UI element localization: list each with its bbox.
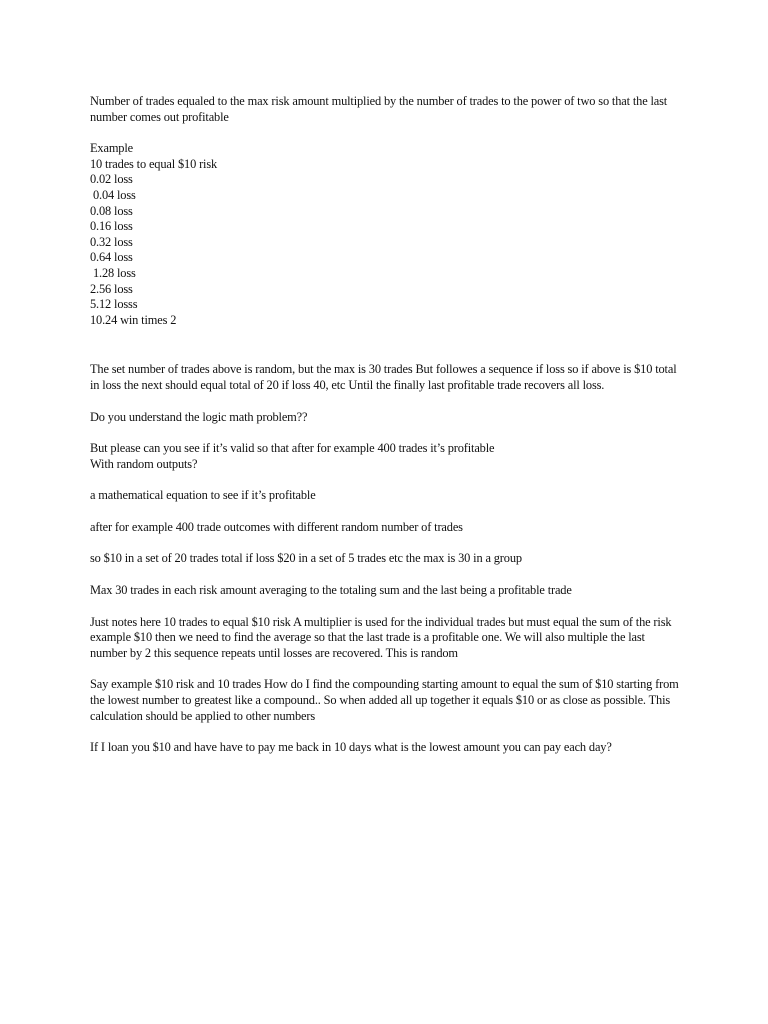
example-line: 0.04 loss <box>90 187 136 202</box>
body-paragraph: a mathematical equation to see if it’s profitable <box>90 488 316 503</box>
example-line: 0.08 loss <box>90 203 133 218</box>
body-paragraph: But please can you see if it’s valid so that after for example 400 trades it’s profitable With random outputs? <box>90 441 495 471</box>
example-line: 10.24 win times 2 <box>90 312 177 327</box>
intro-paragraph: Number of trades equaled to the max risk amount multiplied by the number of trades to the power of two so that the last number comes out profitable <box>90 94 671 124</box>
body-paragraph: Max 30 trades in each risk amount averaging to the totaling sum and the last being a profitable trade <box>90 583 572 598</box>
spacer <box>90 328 680 362</box>
example-line: 2.56 loss <box>90 281 133 296</box>
example-line: 0.16 loss <box>90 219 133 234</box>
body-paragraph: Say example $10 risk and 10 trades How do I find the compounding starting amount to equal the sum of $10 starting from the lowest number to greatest like a compound.. So when added all up together it equals $10 or as close as possible. This calculation should be applied to other numbers <box>90 677 682 723</box>
example-line: 0.32 loss <box>90 234 133 249</box>
body-paragraph: Do you understand the logic math problem?? <box>90 409 308 424</box>
example-line: 0.64 loss <box>90 250 133 265</box>
example-line: 10 trades to equal $10 risk <box>90 156 218 171</box>
example-line: 5.12 losss <box>90 297 138 312</box>
body-paragraph: so $10 in a set of 20 trades total if loss $20 in a set of 5 trades etc the max is 30 in a group <box>90 551 522 566</box>
body-paragraph: Just notes here 10 trades to equal $10 risk A multiplier is used for the individual trades but must equal the sum of the risk example $10 then we need to find the average so that the last trade is a profitable one. We will also multiple the last number by 2 this sequence repeats until losses are recovered. This is random <box>90 614 675 660</box>
example-line: 0.02 loss <box>90 172 133 187</box>
body-paragraph: The set number of trades above is random, but the max is 30 trades But followes a sequence if loss so if above is $10 total in loss the next should equal total of 20 if loss 40, etc Until the finally last profitable trade recovers all loss. <box>90 362 680 392</box>
example-line: 1.28 loss <box>90 265 136 280</box>
document-body <box>90 94 680 772</box>
body-paragraph: after for example 400 trade outcomes with different random number of trades <box>90 519 463 534</box>
body-paragraph: If I loan you $10 and have have to pay me back in 10 days what is the lowest amount you can pay each day? <box>90 740 612 755</box>
example-block <box>90 141 680 328</box>
example-line: Example <box>90 141 133 156</box>
